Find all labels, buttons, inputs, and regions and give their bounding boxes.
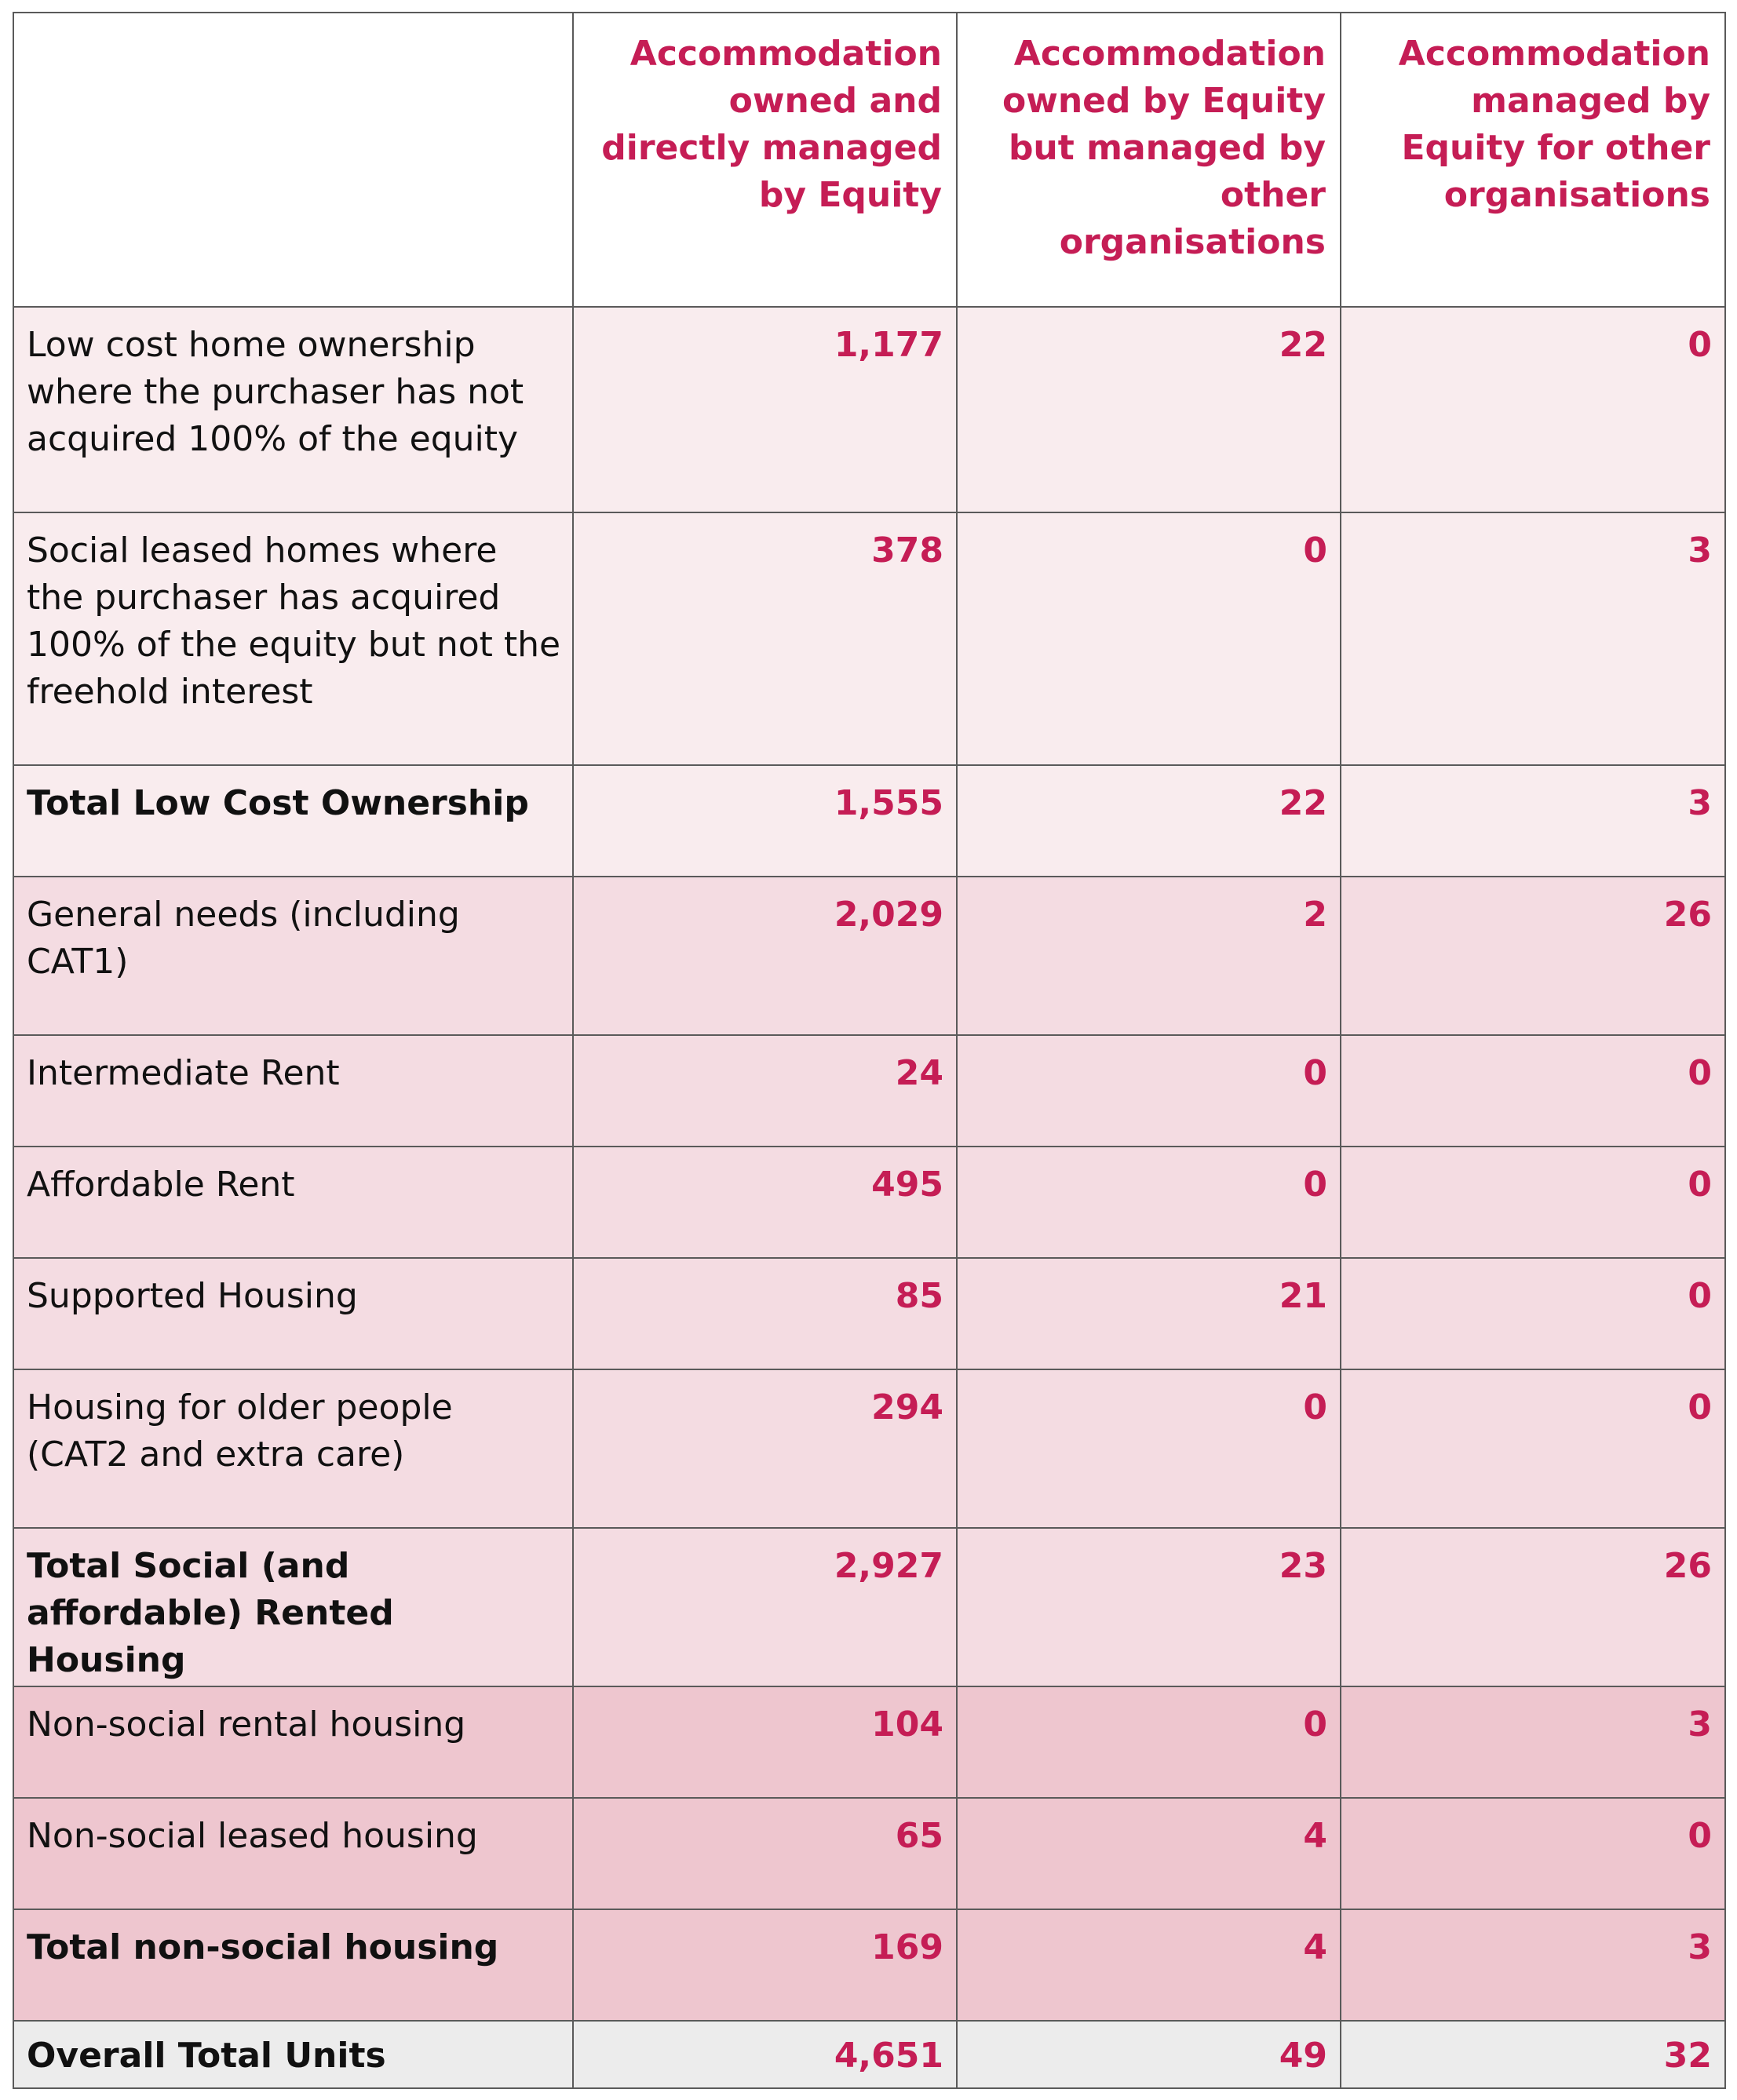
value-owned-other-managed: 22 [957, 307, 1341, 512]
value-owned-other-managed: 22 [957, 765, 1341, 877]
value-owned-managed: 378 [573, 512, 957, 765]
value-managed-for-others: 0 [1341, 1147, 1725, 1258]
value-owned-managed: 495 [573, 1147, 957, 1258]
value-managed-for-others: 26 [1341, 877, 1725, 1035]
subtotal-row [13, 1909, 1725, 2021]
table-row [13, 1258, 1725, 1369]
table-row [13, 1035, 1725, 1147]
grand-total-row [13, 2021, 1725, 2088]
value-owned-other-managed: 0 [957, 1035, 1341, 1147]
table-row [13, 1147, 1725, 1258]
value-managed-for-others: 32 [1341, 2021, 1725, 2088]
header-row [13, 13, 1725, 307]
row-label: Overall Total Units [13, 2021, 573, 2088]
header-blank [13, 13, 573, 307]
value-managed-for-others: 3 [1341, 512, 1725, 765]
value-owned-managed: 1,177 [573, 307, 957, 512]
value-owned-other-managed: 2 [957, 877, 1341, 1035]
value-owned-managed: 104 [573, 1686, 957, 1798]
value-managed-for-others: 26 [1341, 1528, 1725, 1686]
value-managed-for-others: 3 [1341, 1909, 1725, 2021]
header-owned-other-managed: Accommodation owned by Equity but managed by other organisations [957, 13, 1341, 307]
value-managed-for-others: 0 [1341, 1798, 1725, 1909]
value-managed-for-others: 0 [1341, 1369, 1725, 1528]
value-managed-for-others: 0 [1341, 1258, 1725, 1369]
value-managed-for-others: 3 [1341, 1686, 1725, 1798]
table-row [13, 307, 1725, 512]
value-owned-managed: 1,555 [573, 765, 957, 877]
subtotal-row [13, 765, 1725, 877]
value-owned-other-managed: 21 [957, 1258, 1341, 1369]
row-label: Intermediate Rent [13, 1035, 573, 1147]
row-label: Non-social leased housing [13, 1798, 573, 1909]
table-row [13, 1686, 1725, 1798]
value-managed-for-others: 0 [1341, 307, 1725, 512]
value-owned-other-managed: 0 [957, 1686, 1341, 1798]
value-owned-managed: 65 [573, 1798, 957, 1909]
subtotal-row [13, 1528, 1725, 1686]
value-owned-managed: 2,029 [573, 877, 957, 1035]
row-label: Total Social (and affordable) Rented Housing [13, 1528, 573, 1686]
value-owned-other-managed: 49 [957, 2021, 1341, 2088]
value-owned-other-managed: 0 [957, 1147, 1341, 1258]
row-label: Supported Housing [13, 1258, 573, 1369]
table-row [13, 1798, 1725, 1909]
row-label: Social leased homes where the purchaser has acquired 100% of the equity but not the freehold interest [13, 512, 573, 765]
value-owned-managed: 169 [573, 1909, 957, 2021]
row-label: Housing for older people (CAT2 and extra care) [13, 1369, 573, 1528]
table-row [13, 512, 1725, 765]
value-owned-managed: 4,651 [573, 2021, 957, 2088]
row-label: Total non-social housing [13, 1909, 573, 2021]
row-label: General needs (including CAT1) [13, 877, 573, 1035]
value-owned-other-managed: 0 [957, 1369, 1341, 1528]
value-owned-managed: 294 [573, 1369, 957, 1528]
table-row [13, 1369, 1725, 1528]
value-owned-other-managed: 23 [957, 1528, 1341, 1686]
row-label: Non-social rental housing [13, 1686, 573, 1798]
header-managed-for-others: Accommodation managed by Equity for other organisations [1341, 13, 1725, 307]
housing-stock-table [13, 12, 1726, 2089]
row-label: Affordable Rent [13, 1147, 573, 1258]
row-label: Total Low Cost Ownership [13, 765, 573, 877]
header-owned-managed: Accommodation owned and directly managed by Equity [573, 13, 957, 307]
value-owned-managed: 85 [573, 1258, 957, 1369]
value-owned-other-managed: 4 [957, 1798, 1341, 1909]
value-owned-managed: 2,927 [573, 1528, 957, 1686]
value-owned-other-managed: 0 [957, 512, 1341, 765]
row-label: Low cost home ownership where the purchaser has not acquired 100% of the equity [13, 307, 573, 512]
table-row [13, 877, 1725, 1035]
value-managed-for-others: 3 [1341, 765, 1725, 877]
value-owned-managed: 24 [573, 1035, 957, 1147]
value-owned-other-managed: 4 [957, 1909, 1341, 2021]
value-managed-for-others: 0 [1341, 1035, 1725, 1147]
